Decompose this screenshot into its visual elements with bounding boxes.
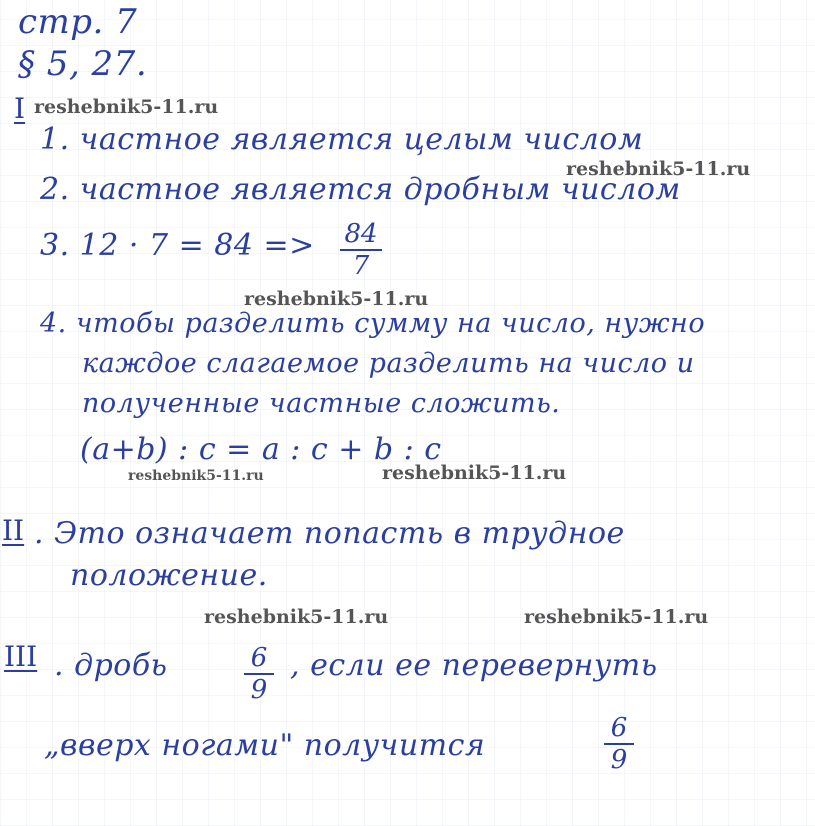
part-three-line-1-end: , если ее перевернуть: [290, 648, 658, 683]
watermark: reshebnik5-11.ru: [34, 96, 219, 118]
part-one-numeral: I: [14, 92, 26, 125]
distributive-formula: (a+b) : c = a : c + b : c: [80, 432, 442, 467]
section-reference: § 5, 27.: [18, 44, 148, 84]
answer-item-3-fraction: [340, 220, 382, 280]
part-three-numeral: III: [4, 640, 38, 673]
watermark: reshebnik5-11.ru: [566, 158, 751, 180]
answer-item-4-line-1: 4. чтобы разделить сумму на число, нужно: [40, 308, 706, 339]
part-three-line-1-start: . дробь: [54, 648, 168, 683]
part-three-fraction-1: [244, 644, 274, 704]
answer-item-4-line-2: каждое слагаемое разделить на число и: [82, 348, 695, 379]
fraction-numerator: 6: [610, 713, 628, 743]
answer-item-2: 2. частное является дробным числом: [40, 172, 681, 207]
fraction-denominator: 7: [352, 251, 370, 281]
part-two-line-1: . Это означает попасть в трудное: [34, 516, 625, 551]
part-three-line-2: „вверх ногами" получится: [44, 728, 486, 763]
part-two-line-2: положение.: [70, 558, 268, 593]
fraction-denominator: 9: [250, 675, 268, 705]
watermark: reshebnik5-11.ru: [128, 468, 264, 484]
fraction-numerator: 6: [250, 643, 268, 673]
fraction-denominator: 9: [610, 745, 628, 775]
answer-item-3-expression: 3. 12 · 7 = 84 =>: [40, 228, 315, 263]
watermark: reshebnik5-11.ru: [524, 606, 709, 628]
watermark: reshebnik5-11.ru: [382, 462, 567, 484]
part-two-numeral: II: [2, 514, 25, 547]
page-reference: стр. 7: [18, 2, 138, 42]
watermark: reshebnik5-11.ru: [204, 606, 389, 628]
answer-item-1: 1. частное является целым числом: [40, 122, 644, 157]
part-three-fraction-2: [604, 714, 634, 774]
answer-item-4-line-3: полученные частные сложить.: [82, 388, 561, 419]
fraction-numerator: 84: [344, 219, 378, 249]
watermark: reshebnik5-11.ru: [244, 288, 429, 310]
